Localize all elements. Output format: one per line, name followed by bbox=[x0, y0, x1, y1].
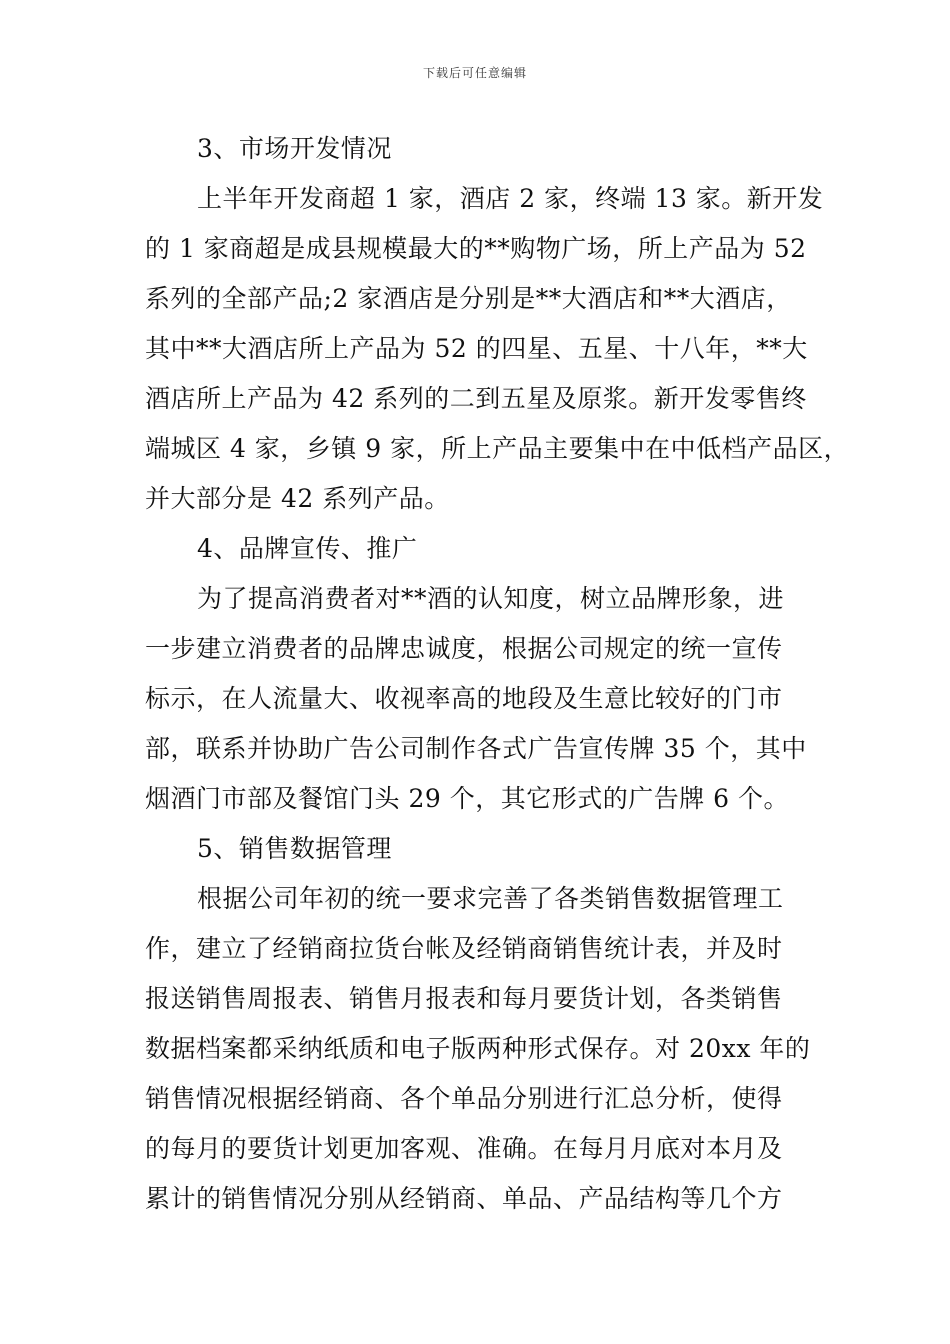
paragraph-line: 标示，在人流量大、收视率高的地段及生意比较好的门市 bbox=[145, 684, 783, 713]
paragraph-line: 端城区 4 家，乡镇 9 家，所上产品主要集中在中低档产品区， bbox=[145, 434, 850, 463]
paragraph-line: 的 1 家商超是成县规模最大的**购物广场，所上产品为 52 bbox=[145, 234, 807, 263]
paragraph-line: 数据档案都采纳纸质和电子版两种形式保存。对 20xx 年的 bbox=[145, 1034, 811, 1063]
document-body bbox=[145, 124, 850, 1224]
section-heading-market: 3、市场开发情况 bbox=[197, 134, 392, 163]
page-header: 下载后可任意编辑 bbox=[422, 66, 527, 80]
paragraph-line: 销售情况根据经销商、各个单品分别进行汇总分析，使得 bbox=[145, 1084, 783, 1113]
section-heading-sales-data: 5、销售数据管理 bbox=[197, 834, 392, 863]
paragraph-line: 并大部分是 42 系列产品。 bbox=[145, 484, 450, 513]
paragraph-line: 一步建立消费者的品牌忠诚度，根据公司规定的统一宣传 bbox=[145, 634, 783, 663]
paragraph-line: 上半年开发商超 1 家，酒店 2 家，终端 13 家。新开发 bbox=[197, 184, 824, 213]
paragraph-line: 其中**大酒店所上产品为 52 的四星、五星、十八年，**大 bbox=[145, 334, 808, 363]
paragraph-line: 累计的销售情况分别从经销商、单品、产品结构等几个方 bbox=[145, 1184, 783, 1213]
paragraph-line: 烟酒门市部及餐馆门头 29 个，其它形式的广告牌 6 个。 bbox=[145, 784, 790, 813]
paragraph-line: 作，建立了经销商拉货台帐及经销商销售统计表，并及时 bbox=[145, 934, 783, 963]
paragraph-line: 的每月的要货计划更加客观、准确。在每月月底对本月及 bbox=[145, 1134, 783, 1163]
paragraph-line: 酒店所上产品为 42 系列的二到五星及原浆。新开发零售终 bbox=[145, 384, 807, 413]
paragraph-line: 部，联系并协助广告公司制作各式广告宣传牌 35 个，其中 bbox=[145, 734, 807, 763]
paragraph-line: 报送销售周报表、销售月报表和每月要货计划，各类销售 bbox=[145, 984, 783, 1013]
paragraph-line: 为了提高消费者对**酒的认知度，树立品牌形象，进 bbox=[197, 584, 785, 613]
section-heading-brand: 4、品牌宣传、推广 bbox=[197, 534, 418, 563]
paragraph-line: 根据公司年初的统一要求完善了各类销售数据管理工 bbox=[197, 884, 784, 913]
paragraph-line: 系列的全部产品;2 家酒店是分别是**大酒店和**大酒店， bbox=[145, 284, 792, 313]
